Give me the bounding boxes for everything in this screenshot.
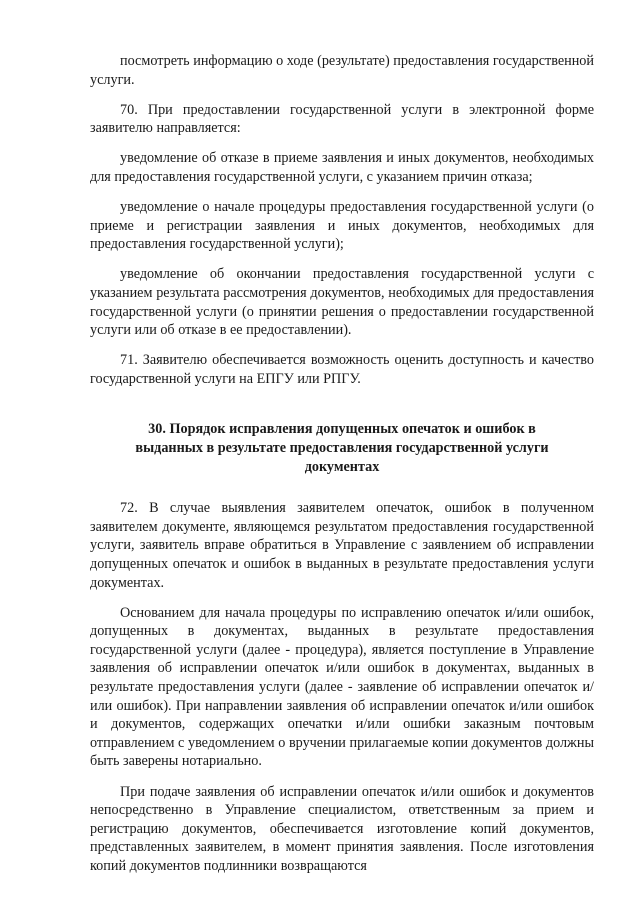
paragraph-70: 70. При предоставлении государственной услуги в электронной форме заявителю направляется: (90, 101, 594, 137)
paragraph-71: 71. Заявителю обеспечивается возможность оценить доступность и качество государственной услуги на ЕПГУ или РПГУ. (90, 352, 594, 387)
paragraph-notice-refusal: уведомление об отказе в приеме заявления и иных документов, необходимых для предоставления государственной услуги, с указанием причин отказа; (90, 150, 594, 185)
paragraph-72: 72. В случае выявления заявителем опечаток, ошибок в полученном заявителем документе, являющемся результатом предоставления государственной услуги, заявитель вправе обратиться в Управление с заявлением об исправлении допущенных опечаток и ошибок в выданных в результате предоставления услуги документах. (90, 500, 594, 591)
document-page (90, 52, 594, 887)
section-heading-30: 30. Порядок исправления допущенных опечаток и ошибок в выданных в результате предоставления государственной услуги документах (135, 421, 549, 475)
paragraph-continuation: посмотреть информацию о ходе (результате) предоставления государственной услуги. (90, 53, 594, 88)
paragraph-notice-end: уведомление об окончании предоставления государственной услуги с указанием результата рассмотрения документов, необходимых для предоставления государственной услуги (о принятии решения о предоставлении государственной услуги или об отказе в ее предоставлении). (90, 266, 594, 339)
paragraph-notice-start: уведомление о начале процедуры предоставления государственной услуги (о приеме и регистрации заявления и иных документов, необходимых для предоставления государственной услуги); (90, 199, 594, 253)
paragraph-direct-submission: При подаче заявления об исправлении опечаток и/или ошибок и документов непосредственно в Управление специалистом, ответственным за прием и регистрацию документов, обеспечивается изготовление копий документов, представленных заявителем, в момент принятия заявления. После изготовления копий документов подлинники возвращаются (90, 783, 594, 874)
paragraph-procedure-basis: Основанием для начала процедуры по исправлению опечаток и/или ошибок, допущенных в документах, выданных в результате предоставления государственной услуги (далее - процедура), является поступление в Управление заявления об исправлении опечаток и/или ошибок в документах, выданных в результате предоставления услуги (далее - заявление об исправлении опечаток и/или ошибок). При направлении заявления об исправлении опечаток и/или ошибок и документов, содержащих опечатки и/или ошибки заказным почтовым отправлением с уведомлением о вручении прилагаемые копии документов должны быть заверены нотариально. (90, 604, 594, 770)
